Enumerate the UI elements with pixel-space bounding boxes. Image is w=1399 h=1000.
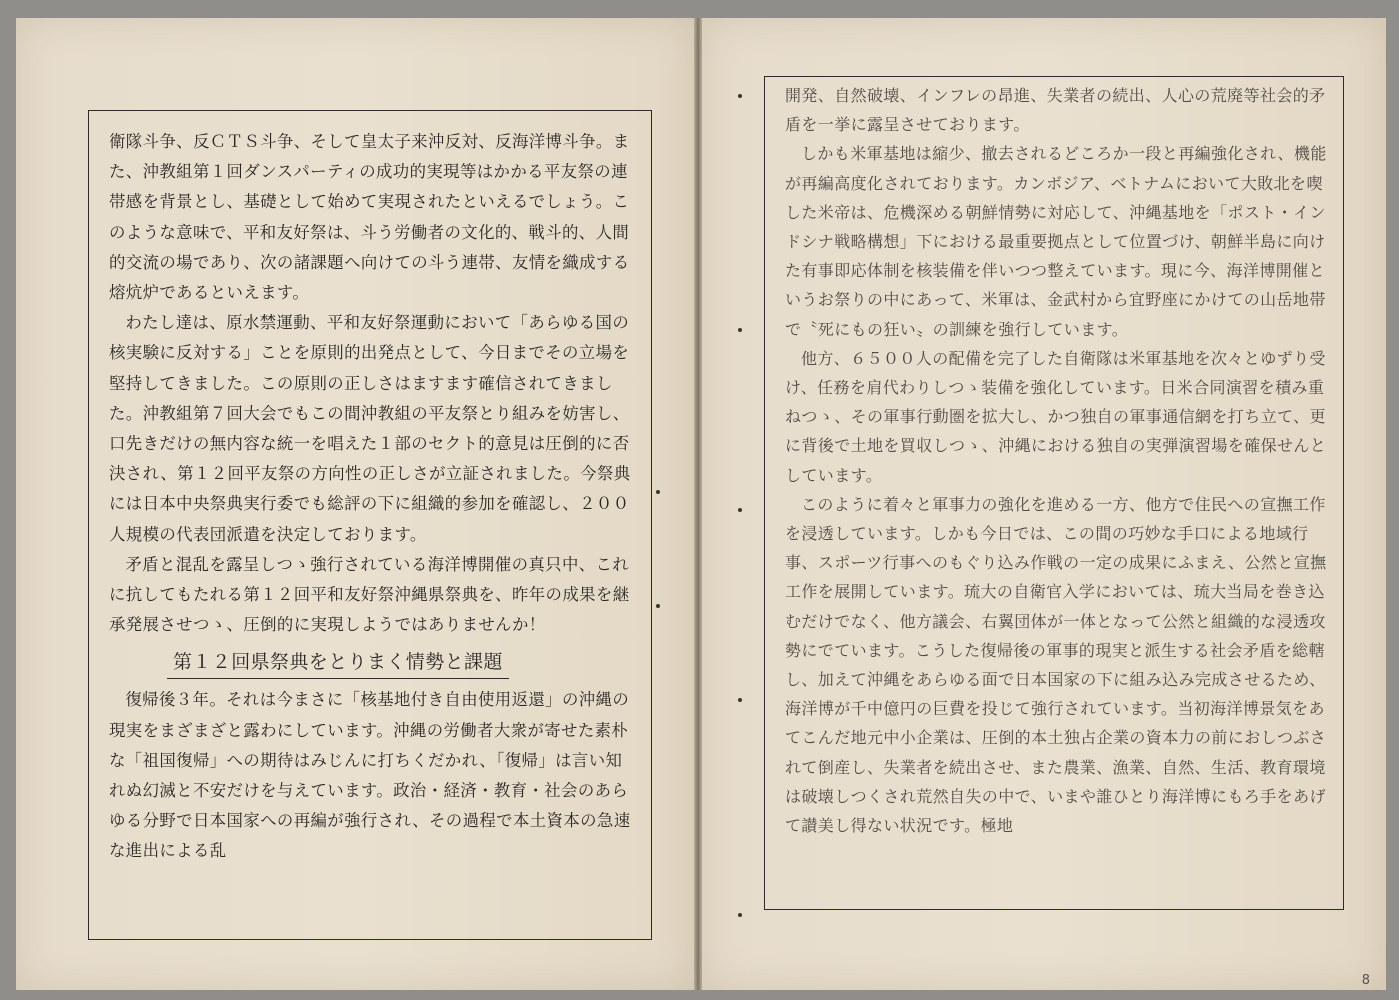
left-text-body xyxy=(109,127,637,867)
right-text-frame xyxy=(764,76,1344,910)
right-paragraph-1: 開発、自然破壊、インフレの昂進、失業者の続出、人心の荒廃等社会的矛盾を一挙に露呈させております。 xyxy=(785,86,1326,135)
left-paragraph-1: 衛隊斗争、反ＣＴＳ斗争、そして皇太子来沖反対、反海洋博斗争。また、沖教組第１回ダンスパーティの成功的実現等はかかる平友祭の連帯感を背景とし、基礎として始めて実現されたといえるでしょう。このような意味で、平和友好祭は、斗う労働者の文化的、戦斗的、人間的交流の場であり、次の諸課題へ向けての斗う連帯、友情を織成する熔炕炉であるといえます。 xyxy=(109,132,630,303)
punch-hole-mark xyxy=(738,698,742,702)
right-paragraph-3: 他方、６５００人の配備を完了した自衛隊は米軍基地を次々とゆずり受け、任務を肩代わりしつゝ装備を強化しています。日米合同演習を積み重ねつゝ、その軍事行動圏を拡大し、かつ独自の軍事通信網を打ち立て、更に背後で土地を買収しつゝ、沖縄における独自の実弾演習場を確保せんとしています。 xyxy=(785,348,1327,485)
left-paragraph-2: わたし達は、原水禁運動、平和友好祭運動において「あらゆる国の核実験に反対する」ことを原則的出発点として、今日までその立場を堅持してきました。この原則の正しさはますます確信されてきました。沖教組第７回大会でもこの間沖教組の平友祭とり組みを妨害し、口先きだけの無内容な統一を唱えた１部のセクト的意見は圧倒的に否決され、第１２回平友祭の方向性の正しさが立証されました。今祭典には日本中央祭典実行委でも総評の下に組織的参加を確認し、２００人規模の代表団派遣を決定しております。 xyxy=(109,313,631,544)
punch-hole-mark xyxy=(738,328,742,332)
right-paragraph-2: しかも米軍基地は縮少、撤去されるどころか一段と再編強化され、機能が再編高度化されております。カンボジア、ベトナムにおいて大敗北を喫した米帝は、危機深める朝鮮情勢に対応して、沖縄基地を「ポスト・インドシナ戦略構想」下における最重要拠点として位置づけ、朝鮮半島に向けた有事即応体制を核装備を伴いつつ整えています。現に今、海洋博開催というお祭りの中にあって、米軍は、金武村から宜野座にかけての山岳地帯で〝死にもの狂い〟の訓練を強行しています。 xyxy=(785,144,1327,339)
left-paragraph-4: 復帰後３年。それは今まさに「核基地付き自由使用返還」の沖縄の現実をまざまざと露わにしています。沖縄の労働者大衆が寄せた素朴な「祖国復帰」への期待はみじんに打ちくだかれ、「復帰」は言い知れぬ幻滅と不安だけを与えています。政治・経済・教育・社会のあらゆる分野で日本国家への再編が強行され、その過程で本土資本の急速な進出による乱 xyxy=(109,690,631,861)
right-paragraph-4: このように着々と軍事力の強化を進める一方、他方で住民への宣撫工作を浸透しています。しかも今日では、この間の巧妙な手口による地域行事、スポーツ行事へのもぐり込み作戦の一定の成果にふまえ、公然と宣撫工作を展開しています。琉大の自衛官入学においては、琉大当局を巻き込むだけでなく、他方議会、右翼団体が一体となって公然と組織的な浸透攻勢にでています。こうした復帰後の軍事的現実と派生する社会矛盾を総轄し、加えて沖縄をあらゆる面で日本国家の下に組み込み完成させるため、海洋博が千中億円の巨費を投じて強行されています。当初海洋博景気をあてこんだ地元中小企業は、圧倒的本土独占企業の資本力の前におしつぶされて倒産し、失業者を続出させ、また農業、漁業、自然、生活、教育環境は破壊しつくされ荒然自失の中で、いまや誰ひとり海洋博にもろ手をあげて讃美し得ない状況です。極地 xyxy=(785,494,1327,836)
right-page xyxy=(702,18,1386,990)
right-text-body xyxy=(785,81,1329,840)
punch-hole-mark xyxy=(738,94,742,98)
section-heading: 第１２回県祭典をとりまく情勢と課題 xyxy=(167,648,509,679)
punch-hole-mark xyxy=(738,508,742,512)
book-gutter xyxy=(694,18,702,990)
left-paragraph-3: 矛盾と混乱を露呈しつゝ強行されている海洋博開催の真只中、これに抗してもたれる第１２回平和友好祭沖縄県祭典を、昨年の成果を継承発展させつゝ、圧倒的に実現しようではありませんか！ xyxy=(109,554,630,635)
page-number: 8 xyxy=(1361,973,1370,988)
left-page xyxy=(16,18,694,990)
punch-hole-mark xyxy=(656,604,660,608)
punch-hole-mark xyxy=(738,913,742,917)
punch-hole-mark xyxy=(656,490,660,494)
left-text-frame xyxy=(88,110,652,940)
